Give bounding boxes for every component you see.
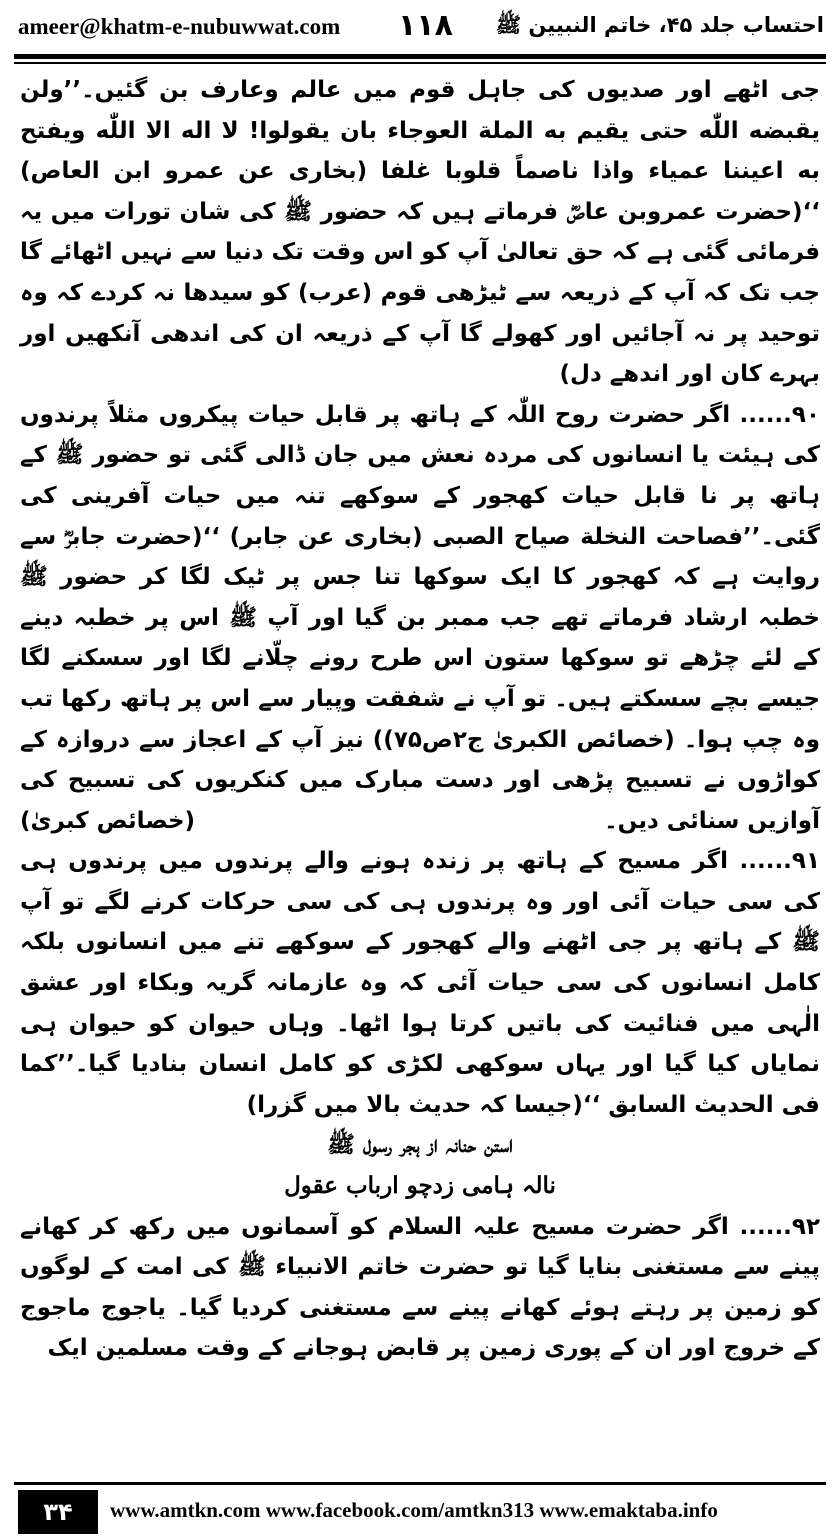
reference-khasais: (خصائص کبریٰ) bbox=[20, 807, 196, 834]
paragraph-91: ۹۱...... اگر مسیح کے ہاتھ پر زندہ ہونے والے پرندوں میں پرندوں ہی کی سی حیات آئی اور وہ پرندوں ہی کی سی حرکات کرنے لگے تو آپ ﷺ کے ہاتھ پر جی اٹھنے والے کھجور کے سوکھے تنے میں انسانوں بلکہ کامل انسانوں کی سی حیات آئی کہ وہ عازمانہ گریہ وبکاء اور عشق الٰہی میں فنائیت کی باتیں کرتا ہوا اٹھا۔ وہاں حیوان کو حیوان ہی نمایاں کیا گیا اور یہاں سوکھی لکڑی کو کامل انسان بنادیا گیا۔’’کما فی الحدیث السابق ‘‘(جیسا کہ حدیث بالا میں گزرا) bbox=[20, 848, 820, 1118]
paragraph-90-text: ۹۰...... اگر حضرت روح اللّٰہ کے ہاتھ پر قابل حیات پیکروں مثلاً پرندوں کی ہیئت یا انسانوں کی مردہ نعش میں جان ڈالی گئی تو حضور ﷺ کے ہاتھ پر نا قابل حیات کھجور کے سوکھے تنہ میں حیات آفرینی کی گئی۔’’فصاحت النخلة صیاح الصبی (بخاری عن جابر) ‘‘(حضرت جابرؓ سے روایت ہے کہ کھجور کا ایک سوکھا تنا جس پر ٹیک لگا کر حضور ﷺ خطبہ ارشاد فرماتے تھے جب ممبر بن گیا اور آپ ﷺ اس پر خطبہ دینے کے لئے چڑھے تو سوکھا ستون اس طرح رونے چلّانے لگا اور سسکنے لگا جیسے بچے سسکتے ہیں۔ تو آپ نے شفقت وپیار سے اس پر ہاتھ رکھا تب وہ چپ ہوا۔ (خصائص الکبریٰ ج۲ص۷۵)) نیز آپ کے اعجاز سے دروازہ کے کواڑوں نے تسبیح پڑھی اور دست مبارک میں کنکریوں کی تسبیح کی آوازیں سنائی دیں۔ bbox=[20, 401, 820, 834]
header-email[interactable]: ameer@khatm-e-nubuwwat.com bbox=[18, 14, 341, 39]
footer-links[interactable]: www.amtkn.com www.facebook.com/amtkn313 www.emaktaba.info bbox=[110, 1498, 718, 1522]
page-number: ۱۱۸ bbox=[398, 8, 453, 43]
header-rule-thick bbox=[14, 54, 826, 59]
paragraph-90 bbox=[20, 395, 820, 842]
paragraph-92: ۹۲...... اگر حضرت مسیح علیہ السلام کو آسمانوں میں رکھ کر کھانے پینے سے مستغنی بنایا گیا تو حضرت خاتم الانبیاء ﷺ کی امت کے لوگوں کو زمین پر رہتے ہوئے کھانے پینے سے مستغنی کردیا گیا۔ یاجوج ماجوج کے خروج اور ان کے پوری زمین پر قابض ہوجانے کے وقت مسلمین ایک bbox=[20, 1213, 820, 1362]
footer-page-box: ۳۴ bbox=[18, 1490, 98, 1534]
verse-line-2: نالہ ہامی زدچو ارباب عقول bbox=[284, 1172, 556, 1200]
verse-line-1: استن حنانہ از ہجر رسول ﷺ bbox=[327, 1131, 513, 1159]
header-title: احتساب جلد ۴۵، خاتم النبیین ﷺ bbox=[495, 13, 824, 37]
page-header bbox=[0, 0, 840, 52]
footer-rule bbox=[14, 1482, 826, 1485]
paragraph-intro: جی اٹھے اور صدیوں کی جاہل قوم میں عالم وعارف بن گئیں۔’’ولن یقبضه اللّٰه حتی یقیم به الملة العوجاء بان یقولوا! لا اله الا اللّٰه ویفتح به اعیننا عمیاء واذا ناصماً قلوبا غلفا (بخاری عن عمرو ابن العاص) ‘‘(حضرت عمروبن عاصؓ فرماتے ہیں کہ حضور ﷺ کی شان تورات میں یہ فرمائی گئی ہے کہ حق تعالیٰ آپ کو اس وقت تک دنیا سے نہیں اٹھائے گا جب تک کہ آپ کے ذریعہ سے ٹیڑھی قوم (عرب) کو سیدھا نہ کردے کہ وہ توحید پر نہ آجائیں اور کھولے گا آپ کے ذریعہ ان کی اندھی آنکھیں اور بہرے کان اور اندھے دل) bbox=[20, 77, 820, 388]
header-rule-thin bbox=[14, 62, 826, 64]
page-body bbox=[20, 70, 820, 1474]
